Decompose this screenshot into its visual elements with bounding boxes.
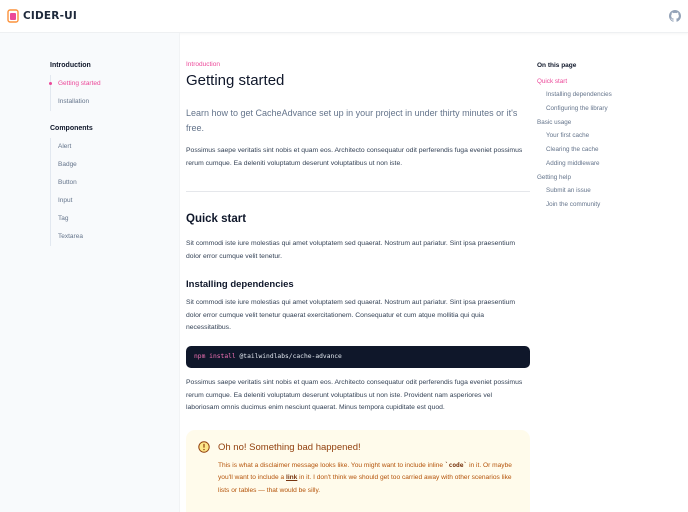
- intro-paragraph: Possimus saepe veritatis sint nobis et quam eos. Architecto consequatur odit perferendis fuga eveniet possimus rerum cumque. Ea deleniti voluptatum deserunt voluptatibus ut non iste.: [186, 147, 523, 167]
- sidebar-section-title: Components: [50, 125, 93, 132]
- heading-quick-start: Quick start: [186, 213, 247, 225]
- code-argument: @tailwindlabs/cache-advance: [235, 353, 342, 360]
- heading-installing-dependencies: Installing dependencies: [186, 279, 294, 290]
- code-command: npm install: [194, 353, 236, 360]
- sidebar-item-button[interactable]: Button: [58, 179, 77, 186]
- toc-item-clearing-cache[interactable]: Clearing the cache: [546, 146, 599, 153]
- sidebar-item-alert[interactable]: Alert: [58, 143, 72, 150]
- callout-text: [218, 460, 518, 497]
- logo-icon: [7, 9, 19, 23]
- callout-text-part: in it. I don't think we should get too carried away with other scenarios like lists or tables — that would be silly.: [218, 474, 512, 494]
- sidebar-item-installation[interactable]: Installation: [58, 98, 90, 105]
- toc-item-installing-dependencies[interactable]: Installing dependencies: [546, 91, 612, 98]
- callout-text-part: This is what a disclaimer message looks like. You might want to include inline: [218, 462, 445, 469]
- sidebar-item-tag[interactable]: Tag: [58, 215, 69, 222]
- toc-item-submit-issue[interactable]: Submit an issue: [546, 187, 591, 194]
- sidebar-list-components: [50, 138, 160, 246]
- warning-icon: [198, 441, 210, 453]
- inline-code: `code`: [444, 462, 468, 469]
- toc-item-configuring-library[interactable]: Configuring the library: [546, 105, 608, 112]
- toc-item-adding-middleware[interactable]: Adding middleware: [546, 160, 600, 167]
- logo-text: CIDER-UI: [23, 10, 77, 22]
- sidebar-list-introduction: [50, 75, 160, 111]
- lead-paragraph: Learn how to get CacheAdvance set up in your project in under thirty minutes or it's free.: [186, 108, 518, 133]
- sidebar-item-getting-started[interactable]: Getting started: [51, 75, 160, 93]
- sidebar-item-input[interactable]: Input: [58, 197, 73, 204]
- warning-callout: [186, 430, 530, 512]
- toc-item-join-community[interactable]: Join the community: [546, 201, 601, 208]
- logo[interactable]: [7, 9, 77, 23]
- sidebar-item-badge[interactable]: Badge: [58, 161, 77, 168]
- section-eyebrow: Introduction: [186, 61, 220, 68]
- toc-item-basic-usage[interactable]: Basic usage: [537, 119, 572, 126]
- toc-heading: On this page: [537, 62, 577, 69]
- toc-item-your-first-cache[interactable]: Your first cache: [546, 132, 590, 139]
- code-block[interactable]: [186, 346, 530, 368]
- after-code-paragraph: Possimus saepe veritatis sint nobis et quam eos. Architecto consequatur odit perferendis fuga eveniet possimus rerum cumque. Ea deleniti voluptatum deserunt voluptatibus ut non iste. Provident nam asperiores vel laboriosam omnis ducimus enim nesciunt quaerat. Minus tempora cupiditate est quod.: [186, 379, 523, 412]
- divider: [186, 191, 530, 192]
- github-icon[interactable]: [669, 10, 681, 22]
- quick-start-paragraph: Sit commodi iste iure molestias qui amet voluptatem sed quaerat. Nostrum aut pariatur. Sint ipsa praesentium dolor error cumque velit tenetur.: [186, 240, 516, 260]
- sidebar-nav: [0, 33, 180, 512]
- page-title: Getting started: [186, 72, 285, 89]
- inline-link[interactable]: link: [285, 474, 298, 482]
- toc-item-getting-help[interactable]: Getting help: [537, 174, 571, 181]
- toc-item-quick-start[interactable]: Quick start: [537, 78, 568, 85]
- installing-paragraph: Sit commodi iste iure molestias qui amet voluptatem sed quaerat. Nostrum aut pariatur. Sint ipsa praesentium dolor error cumque velit tenetur quaerat exercitationem. Consequatur et cum atque mollitia qui quia necessitatibus.: [186, 299, 516, 332]
- callout-text-part: in it. Or maybe you'll want to include a: [218, 462, 512, 482]
- sidebar-section-title: Introduction: [50, 62, 91, 69]
- sidebar-item-textarea[interactable]: Textarea: [58, 233, 83, 240]
- callout-title: Oh no! Something bad happened!: [218, 442, 361, 453]
- top-header: [0, 0, 688, 33]
